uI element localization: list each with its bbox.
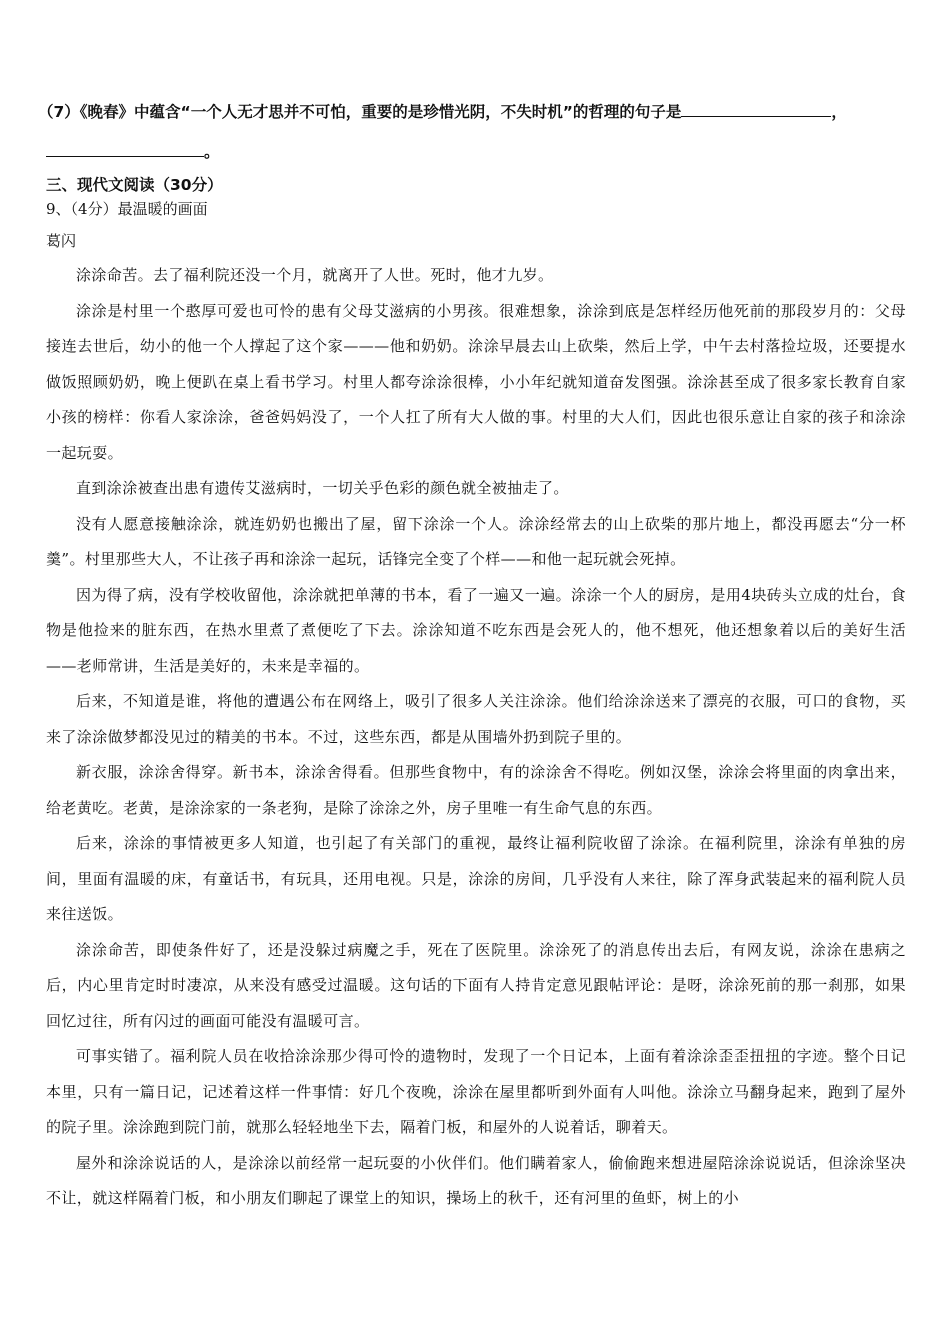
question-7-comma: ， bbox=[831, 103, 847, 121]
answer-blank-1[interactable] bbox=[681, 100, 831, 117]
paragraph: 可事实错了。福利院人员在收拾涂涂那少得可怜的遗物时，发现了一个日记本，上面有着涂涂歪歪扭扭的字迹。整个日记本里，只有一篇日记，记述着这样一件事情：好几个夜晚，涂涂在屋里都听到外面有人叫他。涂涂立马翻身起来，跑到了屋外的院子里。涂涂跑到院门前，就那么轻轻地坐下去，隔着门板，和屋外的人说着话，聊着天。 bbox=[46, 1047, 906, 1136]
paragraph: 新衣服，涂涂舍得穿。新书本，涂涂舍得看。但那些食物中，有的涂涂舍不得吃。例如汉堡，涂涂会将里面的肉拿出来，给老黄吃。老黄，是涂涂家的一条老狗，是除了涂涂之外，房子里唯一有生命气息的东西。 bbox=[46, 763, 906, 817]
paragraph: 因为得了病，没有学校收留他，涂涂就把单薄的书本，看了一遍又一遍。涂涂一个人的厨房，是用4块砖头立成的灶台，食物是他捡来的脏东西，在热水里煮了煮便吃了下去。涂涂知道不吃东西是会死人的，他不想死，他还想象着以后的美好生活——老师常讲，生活是美好的，未来是幸福的。 bbox=[46, 585, 906, 675]
paragraph: 没有人愿意接触涂涂，就连奶奶也搬出了屋，留下涂涂一个人。涂涂经常去的山上砍柴的那片地上，都没再愿去“分一杯羹”。村里那些大人，不让孩子再和涂涂一起玩，话锋完全变了个样——和他一起玩就会死掉。 bbox=[46, 514, 906, 568]
paragraph: 涂涂命苦。去了福利院还没一个月，就离开了人世。死时，他才九岁。 bbox=[76, 266, 554, 284]
question-9-header: 9、（4分）最温暖的画面 bbox=[46, 200, 208, 218]
question-7-prompt: （7）《晚春》中蕴含“一个人无才思并不可怕，重要的是珍惜光阴，不失时机”的哲理的句子是 bbox=[38, 103, 682, 121]
paragraph: 涂涂是村里一个憨厚可爱也可怜的患有父母艾滋病的小男孩。很难想象，涂涂到底是怎样经历他死前的那段岁月的：父母接连去世后，幼小的他一个人撑起了这个家———他和奶奶。涂涂早晨去山上砍柴，然后上学，中午去村落捡垃圾，还要提水做饭照顾奶奶，晚上便趴在桌上看书学习。村里人都夸涂涂很棒，小小年纪就知道奋发图强。涂涂甚至成了很多家长教育自家小孩的榜样：你看人家涂涂，爸爸妈妈没了，一个人扛了所有大人做的事。村里的大人们，因此也很乐意让自家的孩子和涂涂一起玩耍。 bbox=[46, 301, 906, 462]
question-7-line-1 bbox=[38, 100, 918, 123]
section-title: 三、现代文阅读（30分） bbox=[46, 176, 223, 194]
paragraph: 后来，不知道是谁，将他的遭遇公布在网络上，吸引了很多人关注涂涂。他们给涂涂送来了漂亮的衣服，可口的食物，买来了涂涂做梦都没见过的精美的书本。不过，这些东西，都是从围墙外扔到院子里的。 bbox=[46, 692, 906, 746]
article-author: 葛闪 bbox=[46, 232, 77, 250]
answer-blank-2[interactable] bbox=[46, 140, 204, 157]
paragraph: 屋外和涂涂说话的人，是涂涂以前经常一起玩耍的小伙伴们。他们瞒着家人，偷偷跑来想进屋陪涂涂说说话，但涂涂坚决不让，就这样隔着门板，和小朋友们聊起了课堂上的知识，操场上的秋千，还有河里的鱼虾，树上的小 bbox=[46, 1153, 906, 1207]
article-body bbox=[46, 258, 906, 1217]
question-7-line-2 bbox=[46, 140, 220, 163]
paragraph: 直到涂涂被查出患有遗传艾滋病时，一切关乎色彩的颜色就全被抽走了。 bbox=[76, 479, 569, 497]
paragraph: 后来，涂涂的事情被更多人知道，也引起了有关部门的重视，最终让福利院收留了涂涂。在福利院里，涂涂有单独的房间，里面有温暖的床，有童话书，有玩具，还用电视。只是，涂涂的房间，几乎没有人来往，除了浑身武装起来的福利院人员来往送饭。 bbox=[46, 834, 906, 923]
paragraph: 涂涂命苦，即使条件好了，还是没躲过病魔之手，死在了医院里。涂涂死了的消息传出去后，有网友说，涂涂在患病之后，内心里肯定时时凄凉，从来没有感受过温暖。这句话的下面有人持肯定意见跟帖评论：是呀，涂涂死前的那一刹那，如果回忆过往，所有闪过的画面可能没有温暖可言。 bbox=[46, 940, 906, 1030]
question-7-period: 。 bbox=[204, 143, 220, 161]
